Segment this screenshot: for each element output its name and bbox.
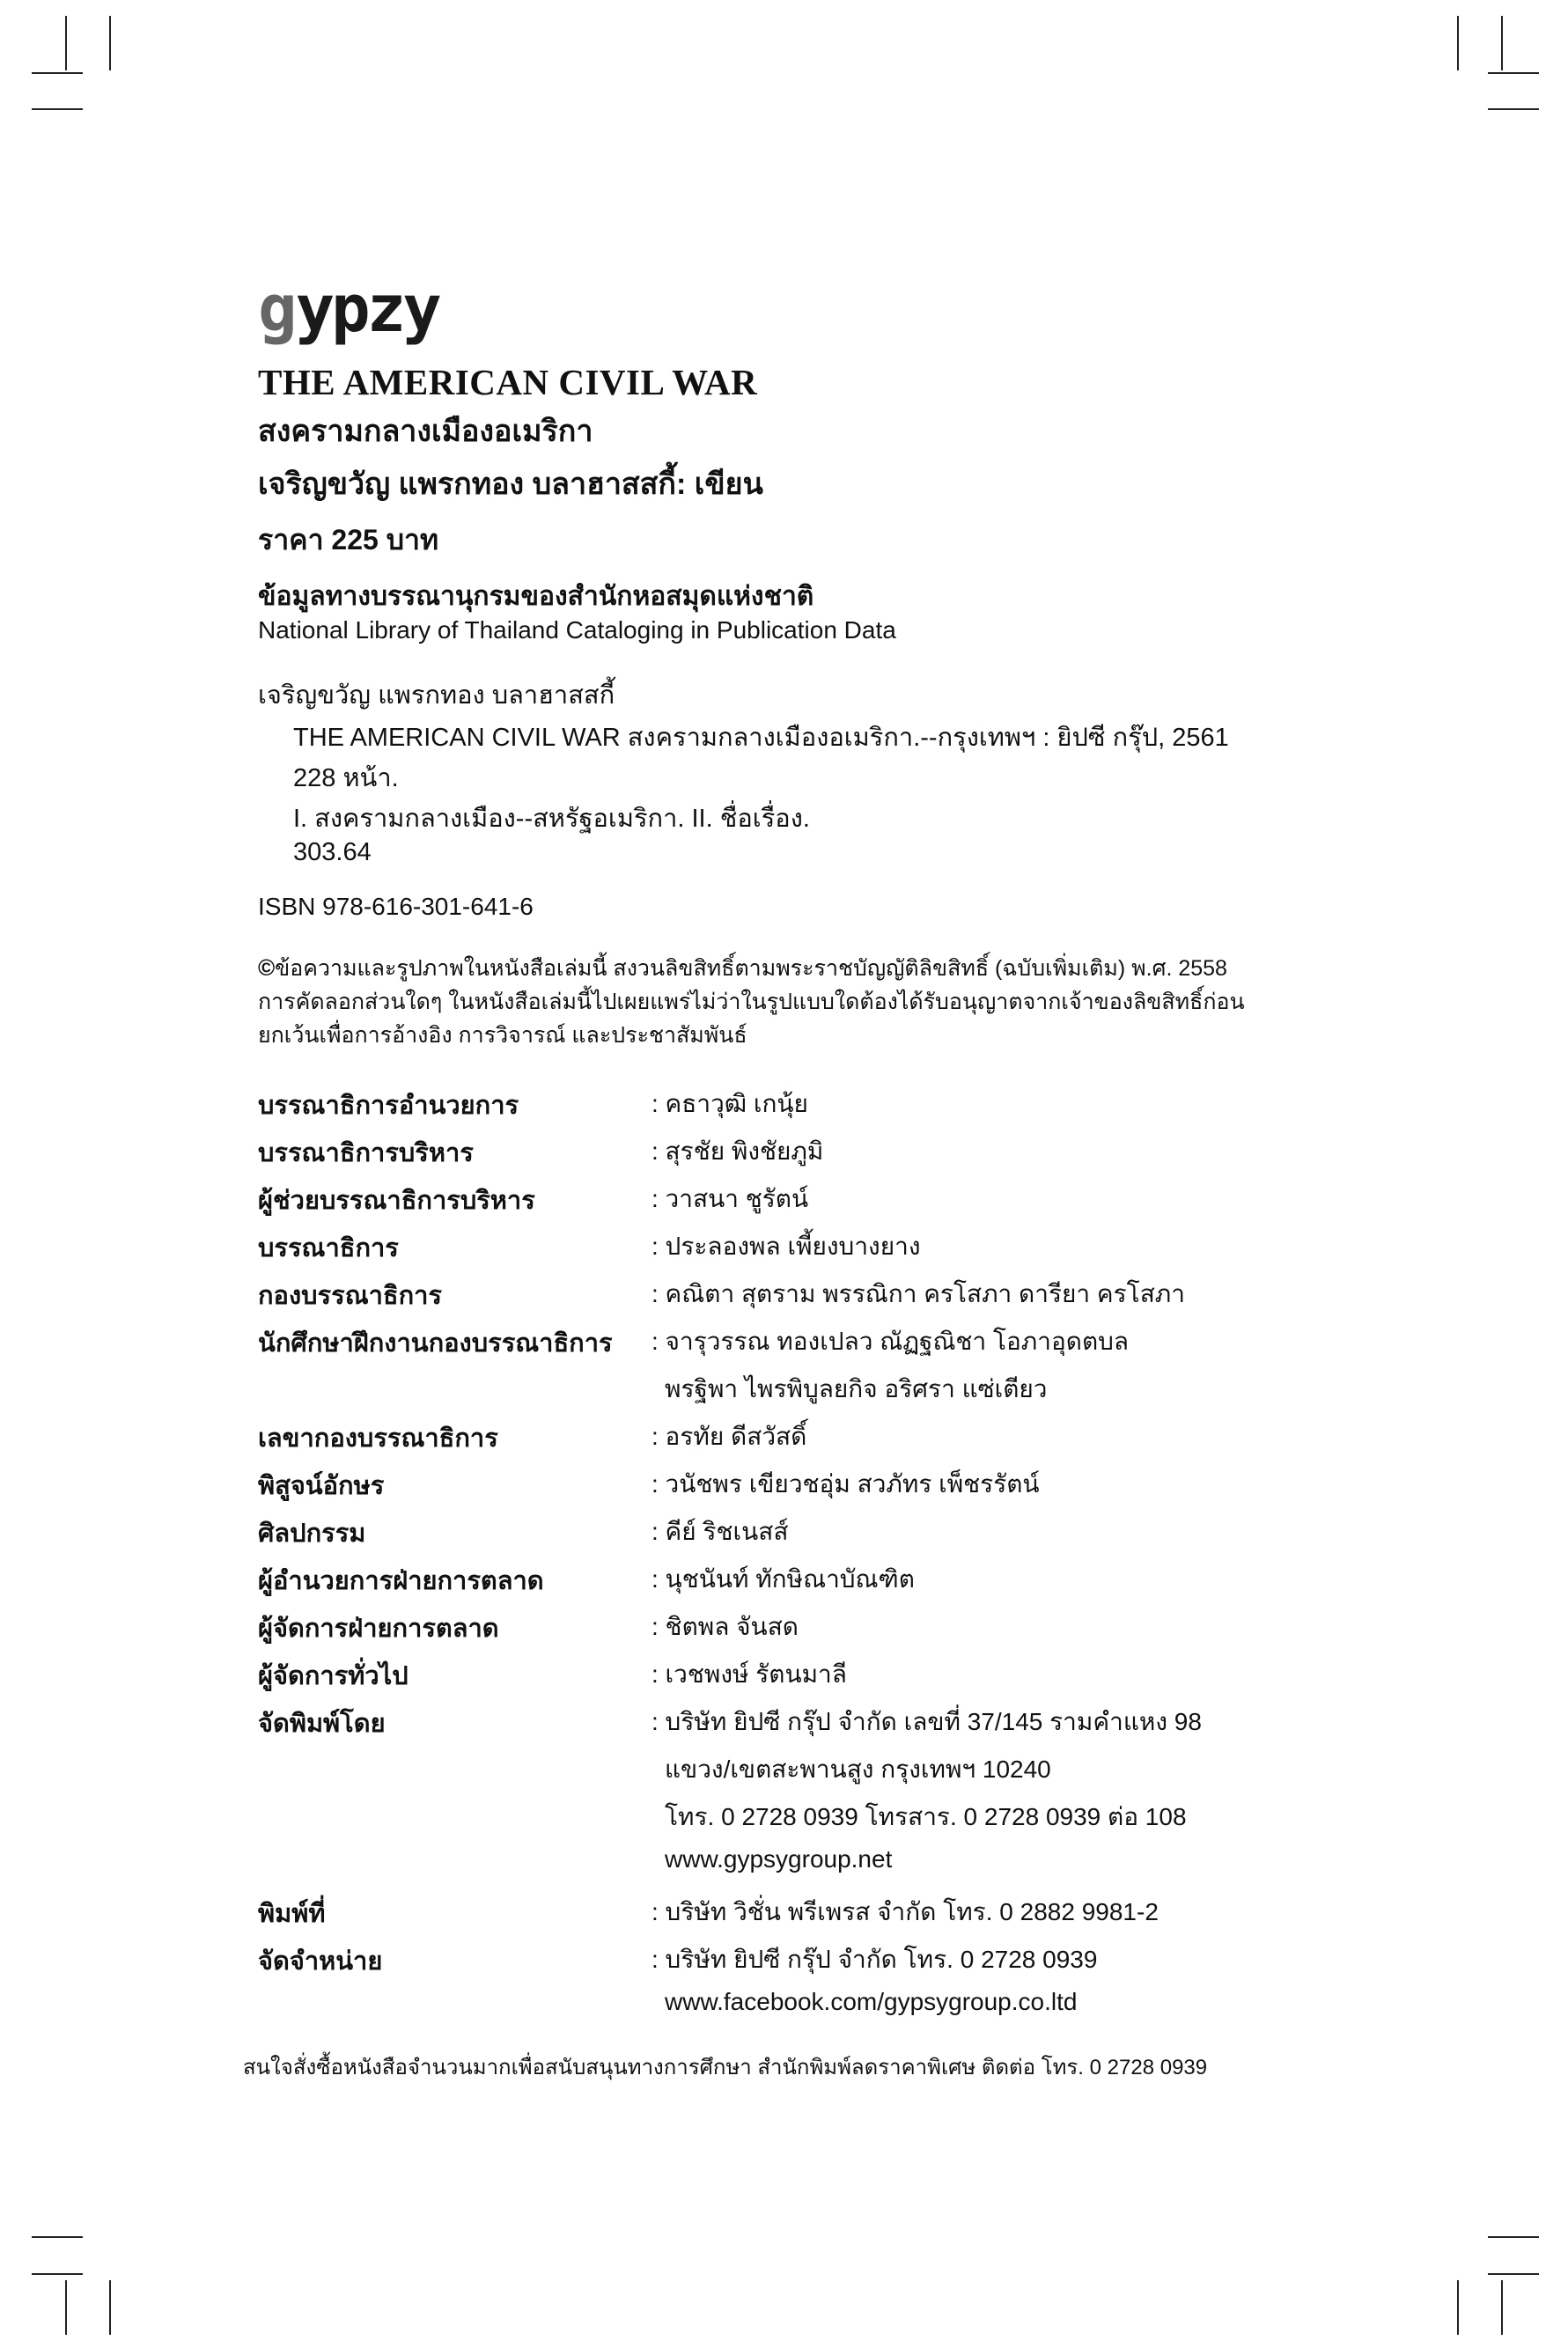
credit-value: : นุชนันท์ ทักษิณาบัณฑิต [651,1565,915,1593]
credit-value: : คณิตา สุตราม พรรณิกา ครโสภา ดารียา ครโสภา [651,1280,1185,1307]
credit-value: : อรทัย ดีสวัสดิ์ [651,1423,807,1450]
crop-mark [65,16,67,70]
crop-mark [32,2273,83,2275]
crop-mark [1501,16,1503,70]
crop-mark [109,16,111,70]
book-title-thai: สงครามกลางเมืองอเมริกา [258,415,593,448]
credit-value: : คธาวุฒิ เกนุ้ย [651,1090,808,1117]
cip-heading-english: National Library of Thailand Cataloging in Publication Data [258,616,896,644]
isbn: ISBN 978-616-301-641-6 [258,893,534,920]
cip-heading-thai: ข้อมูลทางบรรณานุกรมของสำนักหอสมุดแห่งชาติ [258,582,814,611]
credit-label: จัดพิมพ์โดย [258,1710,386,1738]
cip-author: เจริญขวัญ แพรกทอง บลาฮาสสกี้ [258,681,615,710]
credit-label: พิมพ์ที่ [258,1900,326,1928]
credit-label: บรรณาธิการ [258,1234,399,1262]
credit-label: ผู้ช่วยบรรณาธิการบริหาร [258,1187,535,1215]
copyright-line-1 [258,951,1227,986]
crop-mark [109,2280,111,2335]
publisher-website: www.gypsygroup.net [665,1845,893,1873]
cip-line: I. สงครามกลางเมือง--สหรัฐอเมริกา. II. ชื่อเรื่อง. [293,805,810,833]
cip-line: 303.64 [293,838,372,866]
credit-label: พิสูจน์อักษร [258,1472,385,1500]
credit-value: : ประลองพล เพี้ยงบางยาง [651,1233,921,1260]
crop-mark [32,2236,83,2238]
credit-value: : บริษัท วิชั่น พรีเพรส จำกัด โทร. 0 2882 9981-2 [651,1898,1159,1925]
credit-label: ผู้จัดการทั่วไป [258,1662,409,1690]
credit-label: เลขากองบรรณาธิการ [258,1424,498,1453]
logo-letters: ypzy [295,271,438,347]
credit-value: : วาสนา ชูรัตน์ [651,1185,809,1212]
crop-mark [1457,2280,1459,2335]
credit-value-continued: พรฐิพา ไพรพิบูลยกิจ อริศรา แซ่เตียว [665,1375,1048,1402]
crop-mark [1501,2280,1503,2335]
crop-mark [32,108,83,110]
publisher-facebook: www.facebook.com/gypsygroup.co.ltd [665,1988,1078,2015]
copyright-line-3: ยกเว้นเพื่อการอ้างอิง การวิจารณ์ และประชาสัมพันธ์ [258,1023,747,1048]
crop-mark [1488,2273,1539,2275]
credit-value: : สุรชัย พิงชัยภูมิ [651,1137,824,1165]
credit-value-continued: โทร. 0 2728 0939 โทรสาร. 0 2728 0939 ต่อ 108 [665,1803,1187,1830]
credit-value: : เวชพงษ์ รัตนมาลี [651,1660,847,1688]
author-line: เจริญขวัญ แพรกทอง บลาฮาสสกี้: เขียน [258,467,763,501]
credit-label: บรรณาธิการบริหาร [258,1139,474,1167]
credit-label: นักศึกษาฝึกงานกองบรรณาธิการ [258,1329,613,1358]
credit-value: : วนัชพร เขียวชอุ่ม สวภัทร เพ็ชรรัตน์ [651,1470,1040,1498]
crop-mark [1488,108,1539,110]
credit-value: : จารุวรรณ ทองเปลว ณัฏฐณิชา โอภาอุดตบล [651,1328,1130,1355]
price: ราคา 225 บาท [258,524,439,556]
crop-mark [1488,72,1539,74]
copyright-line-2: การคัดลอกส่วนใดๆ ในหนังสือเล่มนี้ไปเผยแพร่ไม่ว่าในรูปแบบใดต้องได้รับอนุญาตจากเจ้าของลิขสิทธิ์ก่อน [258,990,1245,1014]
credit-value: : คีย์ ริชเนสส์ [651,1518,789,1545]
cip-line: 228 หน้า. [293,764,399,792]
crop-mark [65,2280,67,2335]
credit-label: ศิลปกรรม [258,1520,366,1548]
crop-mark [32,72,83,74]
credit-value: : ชิตพล จันสด [651,1613,799,1640]
credit-label: ผู้จัดการฝ่ายการตลาด [258,1615,499,1643]
credit-label: ผู้อำนวยการฝ่ายการตลาด [258,1567,544,1595]
copyright-icon: © [258,954,276,981]
credit-value: : บริษัท ยิปซี กรุ๊ป จำกัด เลขที่ 37/145 รามคำแหง 98 [651,1708,1202,1735]
book-title-english: THE AMERICAN CIVIL WAR [258,362,758,402]
credit-label: จัดจำหน่าย [258,1947,383,1976]
credit-value: : บริษัท ยิปซี กรุ๊ป จำกัด โทร. 0 2728 0939 [651,1946,1098,1973]
crop-mark [1457,16,1459,70]
bulk-order-note: สนใจสั่งซื้อหนังสือจำนวนมากเพื่อสนับสนุนทางการศึกษา สำนักพิมพ์ลดราคาพิเศษ ติดต่อ โทร. 0 2728 0939 [243,2056,1208,2079]
crop-mark [1488,2236,1539,2238]
publisher-logo [258,271,438,347]
credit-value-continued: แขวง/เขตสะพานสูง กรุงเทพฯ 10240 [665,1755,1051,1783]
credit-label: กองบรรณาธิการ [258,1282,443,1310]
logo-letter-g: g [258,271,294,347]
copyright-text: ข้อความและรูปภาพในหนังสือเล่มนี้ สงวนลิขสิทธิ์ตามพระราชบัญญัติลิขสิทธิ์ (ฉบับเพิ่มเติม) พ.ศ. 2558 [275,956,1227,981]
cip-line: THE AMERICAN CIVIL WAR สงครามกลางเมืองอเมริกา.--กรุงเทพฯ : ยิปซี กรุ๊ป, 2561 [293,724,1229,752]
credit-label: บรรณาธิการอำนวยการ [258,1092,519,1120]
